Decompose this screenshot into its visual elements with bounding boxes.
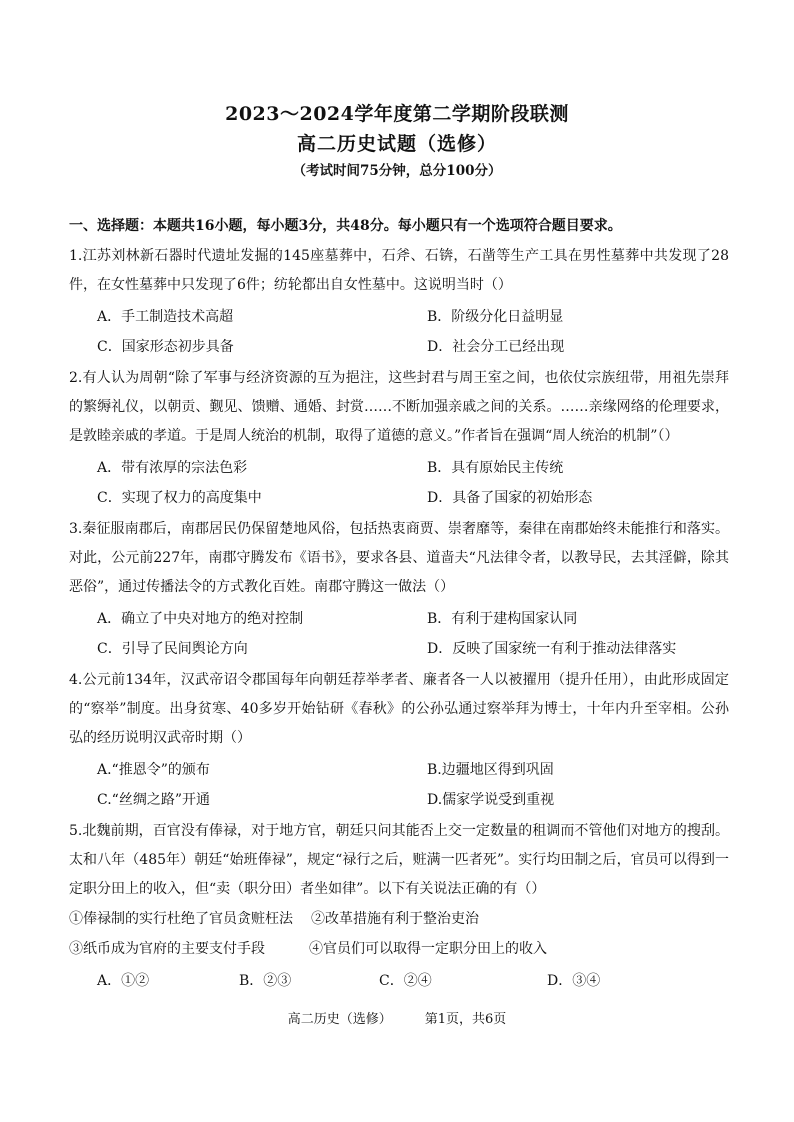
option-a: A．带有浓厚的宗法色彩: [97, 460, 248, 476]
question-2: [69, 364, 729, 513]
footer-subject: 高二历史（选修）: [287, 1012, 392, 1027]
option-a: A．确立了中央对地方的绝对控制: [97, 611, 304, 627]
statement-row: [69, 904, 729, 934]
exam-title-line2: 高二历史试题（选修）: [296, 133, 497, 155]
option-c: C．②④: [379, 973, 432, 989]
page-footer: [0, 1010, 794, 1030]
option-c: C.“丝绸之路”开通: [97, 792, 210, 808]
exam-content: [69, 214, 729, 996]
question-stem: 5.北魏前期，百官没有俸禄，对于地方官，朝廷只问其能否上交一定数量的租调而不管他们对地方的搜刮。太和八年（485年）朝廷“始班俸禄”，规定“禄行之后，赃满一匹者死”。实行均田制之后，官员可以得到一定职分田上的收入，但“卖（职分田）者坐如律”。以下有关说法正确的有（）: [69, 823, 729, 897]
option-d: D．社会分工已经出现: [427, 339, 565, 355]
question-stem: 3.秦征服南郡后，南郡居民仍保留楚地风俗，包括热衷商贾、崇奢靡等，秦律在南郡始终未能推行和落实。对此，公元前227年，南郡守腾发布《语书》，要求各县、道啬夫“凡法律令者，以教导民，去其淫僻，除其恶俗”，通过传播法令的方式教化百姓。南郡守腾这一做法（）: [69, 521, 729, 595]
option-a: A．手工制造技术高超: [97, 309, 234, 325]
statement-3: ③纸币成为官府的主要支付手段: [69, 941, 265, 957]
option-a: A．①②: [97, 973, 150, 989]
option-d: D.儒家学说受到重视: [427, 792, 555, 808]
question-stem: 4.公元前134年，汉武帝诏令郡国每年向朝廷荐举孝者、廉者各一人以被擢用（提升任用），由此形成固定的“察举”制度。出身贫寒、40多岁开始钻研《春秋》的公孙弘通过察举拜为博士，十年内升至宰相。公孙弘的经历说明汉武帝时期（）: [69, 672, 729, 746]
option-d: D．③④: [547, 973, 601, 989]
option-b: B．有利于建构国家认同: [427, 611, 578, 627]
option-grid: [69, 755, 729, 815]
option-grid: [69, 302, 729, 362]
option-c: C．引导了民间舆论方向: [97, 641, 248, 657]
question-3: [69, 515, 729, 664]
exam-info: （考试时间75分钟，总分100分）: [292, 163, 502, 179]
option-grid: [69, 604, 729, 664]
option-b: B．阶级分化日益明显: [427, 309, 564, 325]
statement-2: ②改革措施有利于整治吏治: [311, 911, 479, 927]
option-row: [69, 966, 729, 996]
statement-1: ①俸禄制的实行杜绝了官员贪赃枉法: [69, 911, 293, 927]
statement-row: [69, 934, 729, 964]
option-c: C．实现了权力的高度集中: [97, 490, 262, 506]
option-b: B．具有原始民主传统: [427, 460, 564, 476]
statement-4: ④官员们可以取得一定职分田上的收入: [309, 941, 547, 957]
exam-title-line1: 2023～2024学年度第二学期阶段联测: [225, 103, 569, 125]
option-b: B．②③: [239, 973, 292, 989]
option-d: D．反映了国家统一有利于推动法律落实: [427, 641, 677, 657]
question-4: [69, 666, 729, 815]
option-grid: [69, 453, 729, 513]
option-c: C．国家形态初步具备: [97, 339, 234, 355]
question-stem: 1.江苏刘林新石器时代遗址发掘的145座墓葬中，石斧、石锛，石凿等生产工具在男性墓葬中共发现了28件，在女性墓葬中只发现了6件；纺轮都出自女性墓中。这说明当时（）: [69, 248, 729, 293]
option-d: D．具备了国家的初始形态: [427, 490, 593, 506]
section-title: 一、选择题：本题共16小题，每小题3分，共48分。每小题只有一个选项符合题目要求。: [69, 218, 622, 234]
footer-page-number: 第1页，共6页: [424, 1012, 507, 1027]
question-5: [69, 817, 729, 996]
question-stem: 2.有人认为周朝“除了军事与经济资源的互为挹注，这些封君与周王室之间，也依仗宗族纽带，用祖先崇拜的繁缛礼仪，以朝贡、觐见、馈赠、通婚、封赏……不断加强亲戚之间的关系。……亲缘网络的伦理要求，是敦睦亲戚的孝道。于是周人统治的机制，取得了道德的意义。”作者旨在强调“周人统治的机制”（）: [69, 370, 729, 444]
question-1: [69, 242, 729, 362]
option-b: B.边疆地区得到巩固: [427, 762, 554, 778]
option-a: A.“推恩令”的颁布: [97, 762, 210, 778]
